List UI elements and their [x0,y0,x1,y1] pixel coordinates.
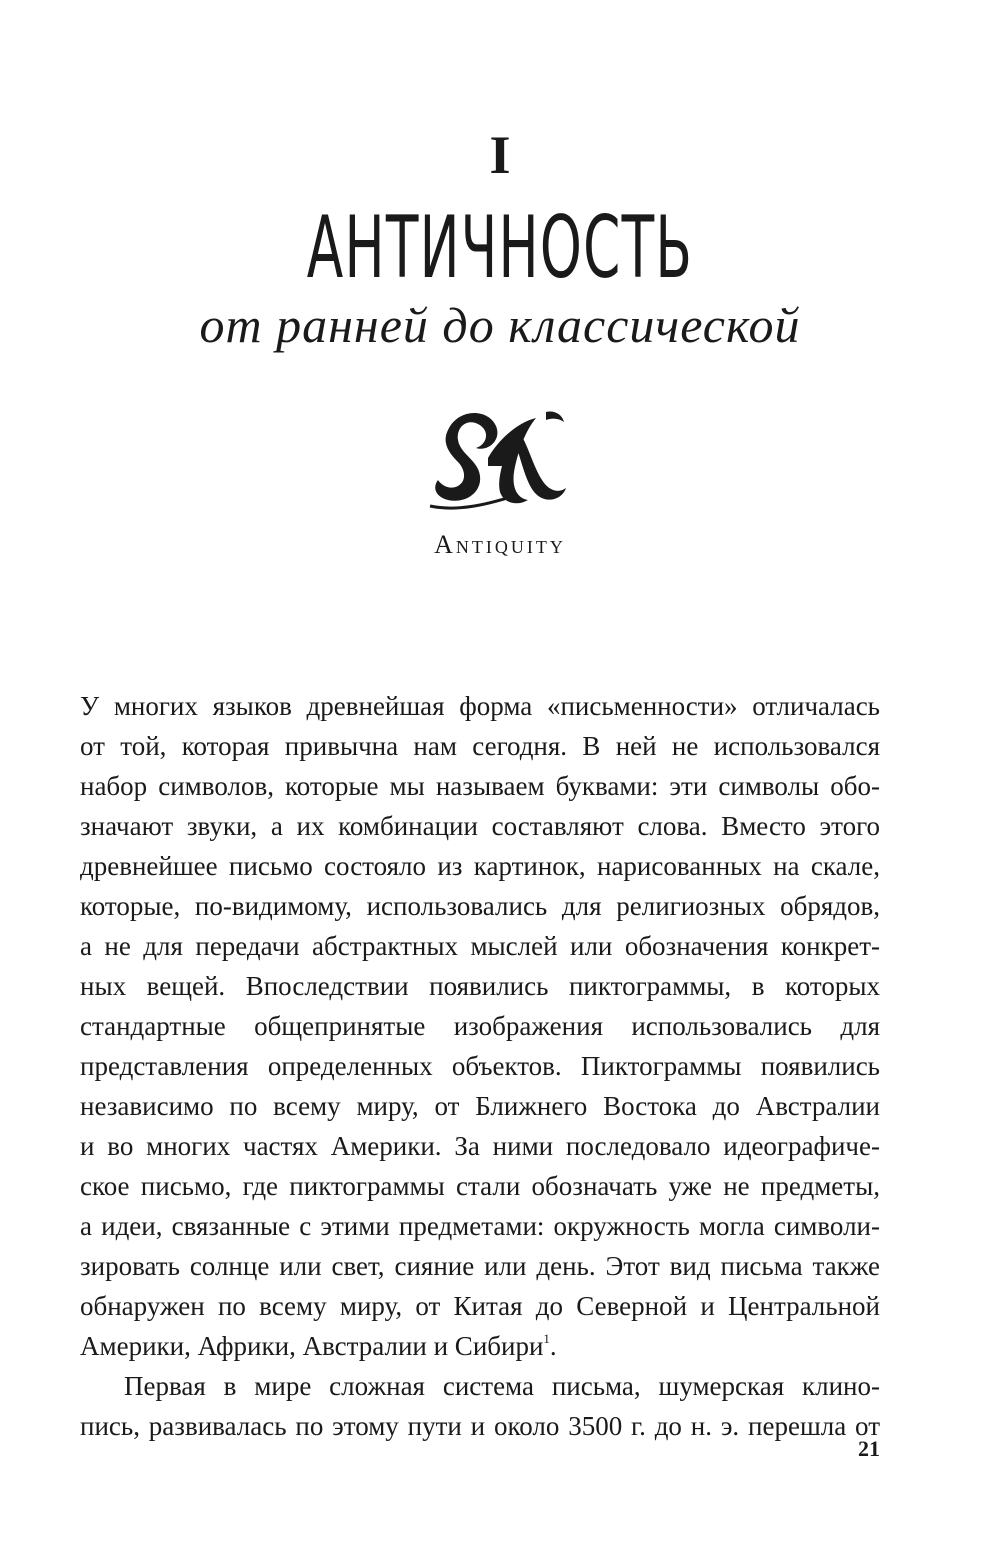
sentence-end: . [549,1331,557,1361]
chapter-subtitle: от ранней до классической [199,297,801,353]
text-line: а не для передачи абстрактных мыслей или обозначения конкрет- [80,931,880,961]
english-title: Antiquity [434,530,566,559]
text-line: древнейшее письмо состояло из картинок, нарисованных на скале, [80,851,880,881]
text-line: от той, которая привычна нам сегодня. В ней не использовался [80,731,880,761]
text-line: независимо по всему миру, от Ближнего Востока до Австралии [80,1091,880,1121]
text-line: ных вещей. Впоследствии появились пиктограммы, в которых [80,971,880,1001]
text-line: зировать солнце или свет, сияние или день. Этот вид письма также [80,1251,880,1281]
body-text [80,686,880,1446]
text-line: набор символов, которые мы называем буквами: эти символы обо- [80,771,880,801]
chapter-number: I [489,125,511,185]
page-number: 21 [858,1436,880,1461]
text-line-last [80,1326,880,1366]
text-line-content: Америки, Африки, Австралии и Сибири [80,1331,544,1361]
text-line: Первая в мире сложная система письма, шумерская клино- [124,1371,880,1401]
text-line: обнаружен по всему миру, от Китая до Северной и Центральной [80,1291,880,1321]
chapter-title: АНТИЧНОСТЬ [306,198,694,298]
text-line: У многих языков древнейшая форма «письменности» отличалась [80,691,880,721]
paragraph-2 [80,1366,880,1446]
text-line: пись, развивалась по этому пути и около 3500 г. до н. э. перешла от [80,1411,880,1441]
text-line: которые, по-видимому, использовались для религиозных обрядов, [80,891,880,921]
text-line: и во многих частях Америки. За ними последовало идеографиче- [80,1131,880,1161]
text-line: а идеи, связанные с этими предметами: окружность могла символи- [80,1211,880,1241]
text-line: ское письмо, где пиктограммы стали обозначать уже не предметы, [80,1171,880,1201]
text-line: стандартные общепринятые изображения использовались для [80,1011,880,1041]
footnote-marker[interactable]: 1 [543,1331,550,1346]
paragraph-1 [80,686,880,1366]
text-line: значают звуки, а их комбинации составляют слова. Вместо этого [80,811,880,841]
text-line: представления определенных объектов. Пиктограммы появились [80,1051,880,1081]
blackletter-initial-icon [418,400,578,520]
